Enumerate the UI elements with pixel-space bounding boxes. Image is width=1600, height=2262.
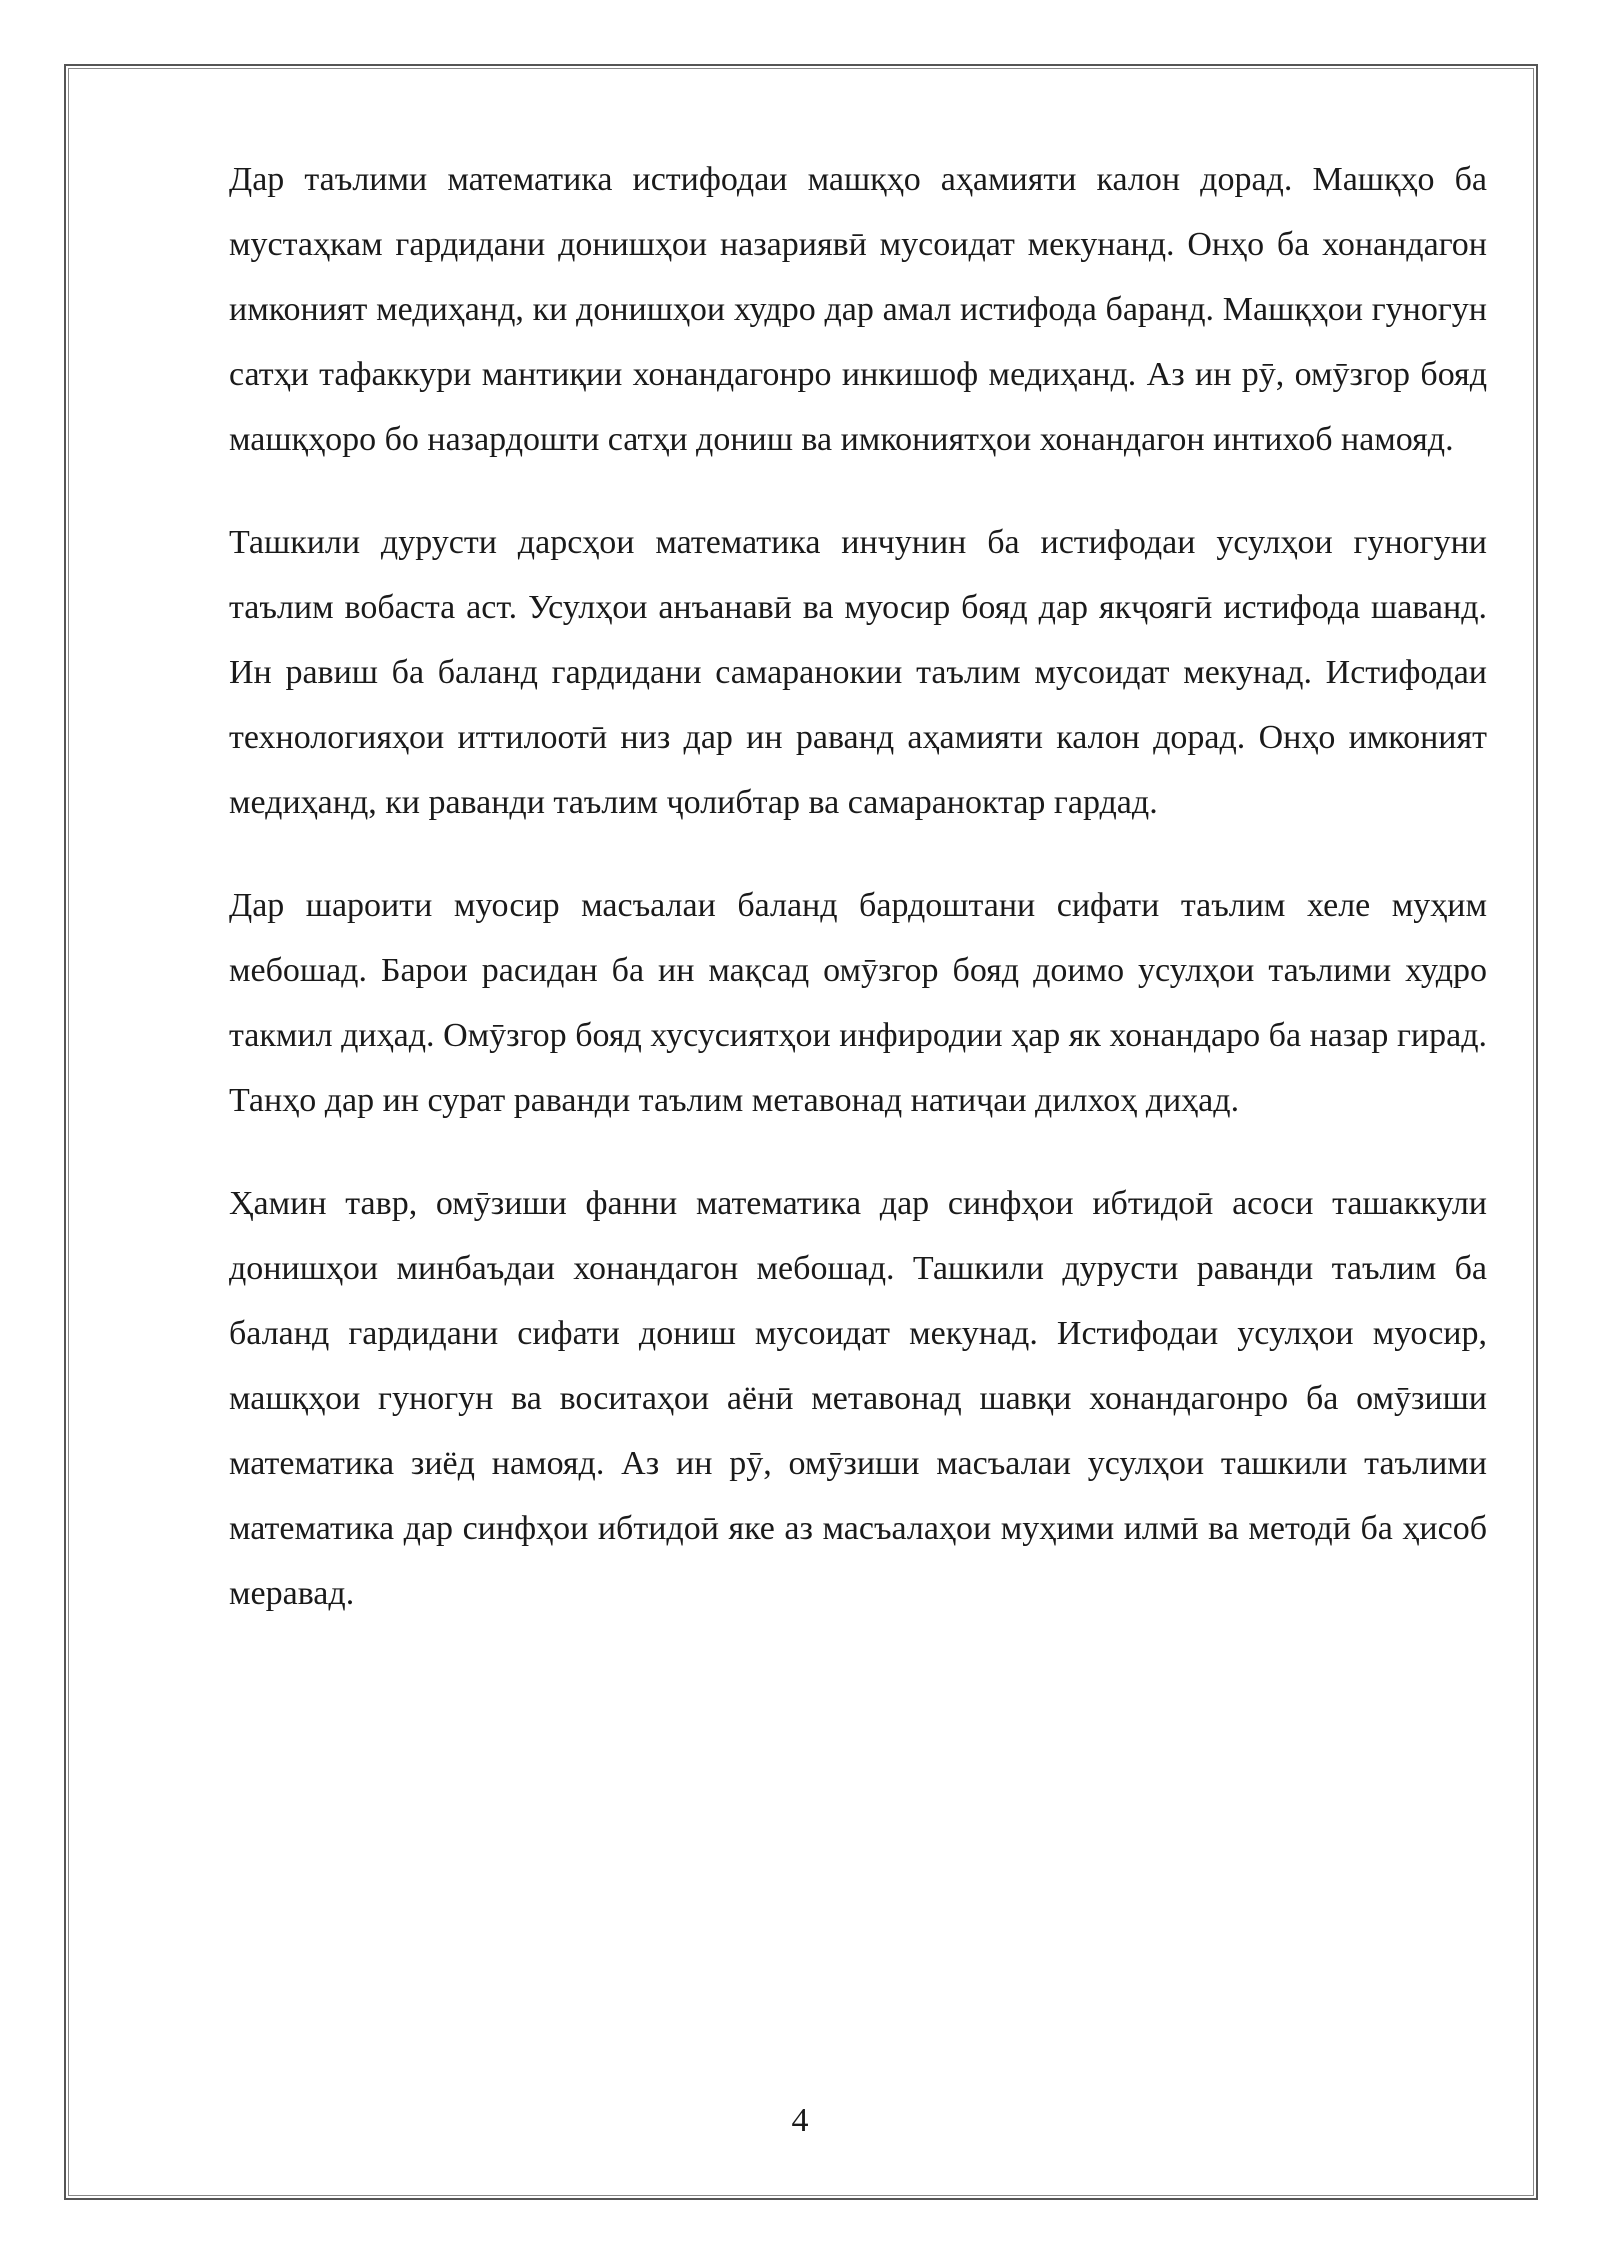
document-body <box>229 147 1487 1664</box>
paragraph-1: Дар таълими математика истифодаи машқҳо аҳамияти калон дорад. Машқҳо ба мустаҳкам гардидани донишҳои назариявӣ мусоидат мекунанд. Онҳо ба хонандагон имконият медиҳанд, ки донишҳои худро дар амал истифода баранд. Машқҳои гуногун сатҳи тафаккури мантиқии хонандагонро инкишоф медиҳанд. Аз ин рӯ, омӯзгор бояд машқҳоро бо назардошти сатҳи дониш ва имкониятҳои хонандагон интихоб намояд. <box>229 161 1487 458</box>
paragraph-4: Ҳамин тавр, омӯзиши фанни математика дар синфҳои ибтидоӣ асоси ташаккули донишҳои минбаъдаи хонандагон мебошад. Ташкили дурусти раванди таълим ба баланд гардидани сифати дониш мусоидат мекунад. Истифодаи усулҳои муосир, машқҳои гуногун ва воситаҳои аёнӣ метавонад шавқи хонандагонро ба омӯзиши математика зиёд намояд. Аз ин рӯ, омӯзиши масъалаи усулҳои ташкили таълими математика дар синфҳои ибтидоӣ яке аз масъалаҳои муҳими илмӣ ва методӣ ба ҳисоб меравад. <box>229 1185 1487 1612</box>
paragraph-3: Дар шароити муосир масъалаи баланд бардоштани сифати таълим хеле муҳим мебошад. Барои расидан ба ин мақсад омӯзгор бояд доимо усулҳои таълими худро такмил диҳад. Омӯзгор бояд хусусиятҳои инфиродии ҳар як хонандаро ба назар гирад. Танҳо дар ин сурат раванди таълим метавонад натиҷаи дилхоҳ диҳад. <box>229 887 1487 1119</box>
paragraph-2: Ташкили дурусти дарсҳои математика инчунин ба истифодаи усулҳои гуногуни таълим вобаста аст. Усулҳои анъанавӣ ва муосир бояд дар якҷоягӣ истифода шаванд. Ин равиш ба баланд гардидани самаранокии таълим мусоидат мекунад. Истифодаи технологияҳои иттилоотӣ низ дар ин раванд аҳамияти калон дорад. Онҳо имконият медиҳанд, ки раванди таълим ҷолибтар ва самараноктар гардад. <box>229 524 1487 821</box>
page-number: 4 <box>791 2102 809 2139</box>
